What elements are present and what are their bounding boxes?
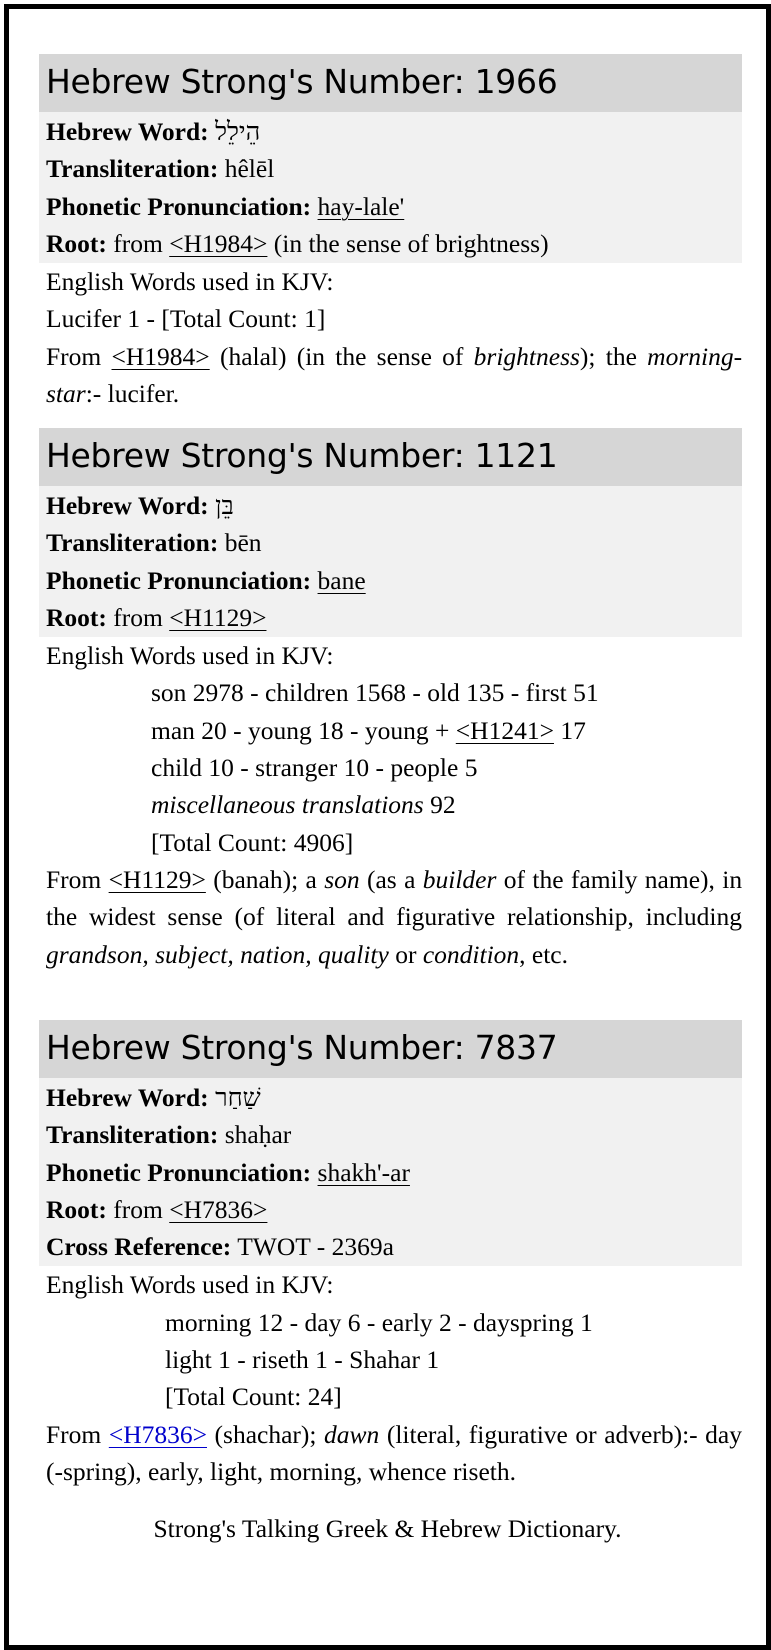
entry-1121: [39, 428, 742, 973]
kjv-total: [Total Count: 24]: [165, 1382, 342, 1412]
kjv-line: child 10 - stranger 10 - people 5: [151, 753, 478, 783]
phonetic-label: Phonetic Pronunciation:: [46, 565, 312, 595]
hebrew-word: בֵּן: [215, 491, 234, 520]
root-note: (in the sense of brightness): [273, 228, 549, 258]
root-link[interactable]: <H7836>: [169, 1194, 268, 1224]
root-from-text: from: [113, 1194, 163, 1224]
transliteration: hêlēl: [224, 154, 275, 184]
kjv-label: English Words used in KJV:: [46, 1270, 334, 1300]
root-label: Root:: [46, 602, 107, 632]
transliteration-label: Transliteration:: [46, 1120, 219, 1150]
def-italic: builder: [422, 864, 497, 894]
entry-body: [39, 1266, 742, 1490]
def-link[interactable]: <H1984>: [111, 341, 210, 371]
def-text: (literal, figurative or adverb):- day (-spring), early, light, morning, whence riseth.: [46, 1419, 743, 1486]
entry-fields: [39, 486, 742, 637]
entry-1966: [39, 54, 742, 412]
kjv-text: 92: [430, 790, 456, 820]
root-label: Root:: [46, 228, 107, 258]
transliteration-label: Transliteration:: [46, 528, 219, 558]
entry-header: Hebrew Strong's Number: 1966: [39, 54, 742, 112]
def-text: :- lucifer.: [85, 379, 180, 409]
kjv-label: English Words used in KJV:: [46, 641, 334, 671]
hebrew-word-label: Hebrew Word:: [46, 117, 209, 146]
definition: [46, 861, 742, 973]
transliteration: bēn: [224, 528, 262, 558]
kjv-text: man 20 - young 18 - young +: [151, 715, 450, 745]
kjv-label: English Words used in KJV:: [46, 267, 334, 297]
def-italic: son: [324, 864, 360, 894]
kjv-line: morning 12 - day 6 - early 2 - dayspring 1: [165, 1307, 593, 1337]
kjv-line: son 2978 - children 1568 - old 135 - first 51: [151, 678, 599, 708]
hebrew-word-label: Hebrew Word:: [46, 1083, 209, 1112]
root-row: [46, 225, 742, 262]
phonetic-row: [46, 188, 742, 225]
def-text: (banah); a: [213, 864, 317, 894]
def-text: (halal) (in the sense of: [219, 341, 464, 371]
cross-reference-row: [46, 1228, 742, 1265]
def-italic: grandson, subject, nation, quality: [46, 939, 389, 969]
cross-reference: TWOT - 2369a: [237, 1232, 394, 1262]
transliteration-label: Transliteration:: [46, 154, 219, 184]
root-link[interactable]: <H1984>: [169, 228, 268, 258]
root-from-text: from: [113, 228, 163, 258]
entry-header: Hebrew Strong's Number: 7837: [39, 1020, 742, 1078]
kjv-line: [46, 786, 742, 823]
kjv-text: 17: [560, 715, 586, 745]
kjv-line: Lucifer 1 - [Total Count: 1]: [46, 304, 326, 334]
entry-header: Hebrew Strong's Number: 1121: [39, 428, 742, 486]
definition: [46, 338, 742, 413]
transliteration-row: [46, 524, 742, 561]
def-from: From: [46, 341, 102, 371]
root-row: [46, 599, 742, 636]
phonetic-label: Phonetic Pronunciation:: [46, 1157, 312, 1187]
page-frame: [4, 4, 771, 1650]
transliteration-row: [46, 150, 742, 187]
hebrew-word-label: Hebrew Word:: [46, 491, 209, 520]
phonetic-link[interactable]: hay-lale': [317, 191, 405, 221]
phonetic-label: Phonetic Pronunciation:: [46, 191, 312, 221]
kjv-total: [Total Count: 4906]: [151, 827, 354, 857]
def-italic: brightness: [473, 341, 580, 371]
entry-body: [39, 263, 742, 412]
dictionary-footer: Strong's Talking Greek & Hebrew Dictionary.: [153, 1514, 622, 1543]
entry-7837: [39, 1020, 742, 1490]
kjv-italic: miscellaneous translations: [151, 790, 424, 820]
def-italic: morning-star: [46, 341, 743, 409]
hebrew-word-row: [46, 1079, 742, 1116]
phonetic-link[interactable]: bane: [317, 565, 366, 595]
kjv-link[interactable]: <H1241>: [455, 715, 554, 745]
def-italic: dawn: [324, 1419, 380, 1449]
transliteration: shaḥar: [224, 1120, 292, 1150]
hebrew-word: הֵילֵל: [215, 117, 261, 146]
cross-reference-label: Cross Reference:: [46, 1232, 232, 1262]
definition: [46, 1416, 742, 1491]
def-from: From: [46, 1419, 102, 1449]
def-link[interactable]: <H7836>: [108, 1419, 207, 1449]
entry-fields: [39, 1078, 742, 1266]
def-text: (as a: [367, 864, 416, 894]
kjv-line: light 1 - riseth 1 - Shahar 1: [165, 1345, 440, 1375]
entry-body: [39, 637, 742, 973]
def-text: of the family name), in the widest sense (of literal and figurative relationship, including: [46, 864, 743, 932]
phonetic-row: [46, 562, 742, 599]
def-text: the: [605, 341, 637, 371]
def-from: From: [46, 864, 102, 894]
root-from-text: from: [113, 602, 163, 632]
def-text: or: [395, 939, 417, 969]
kjv-line: [46, 712, 742, 749]
root-label: Root:: [46, 1194, 107, 1224]
root-link[interactable]: <H1129>: [169, 602, 267, 632]
def-text: );: [579, 341, 596, 371]
entry-fields: [39, 112, 742, 263]
root-row: [46, 1191, 742, 1228]
hebrew-word-row: [46, 113, 742, 150]
def-italic: condition: [422, 939, 520, 969]
def-text: (shachar);: [214, 1419, 317, 1449]
phonetic-row: [46, 1154, 742, 1191]
transliteration-row: [46, 1116, 742, 1153]
def-link[interactable]: <H1129>: [108, 864, 206, 894]
hebrew-word-row: [46, 487, 742, 524]
def-text: , etc.: [519, 939, 569, 969]
hebrew-word: שַׁחַר: [215, 1083, 261, 1112]
phonetic-link[interactable]: shakh'-ar: [317, 1157, 410, 1187]
